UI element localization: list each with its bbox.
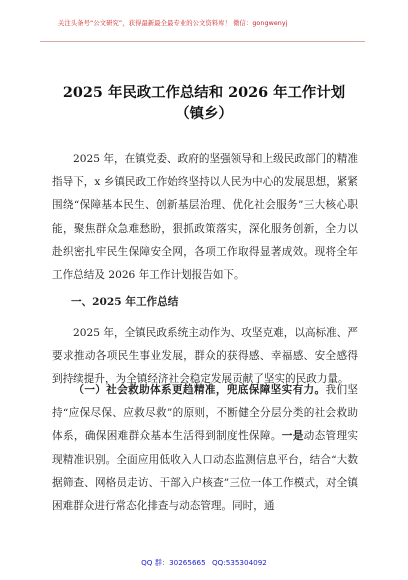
- item1-text-b: 动态管理实现精准识别。全面应用低收入人口动态监测信息平台，结合“大数据筛查、网格员走访、干部入户核查”三位一体工作模式，对全镇困难群众进行常态化排查与动态管理。同时，通: [52, 430, 359, 513]
- item1-keyword: 一是: [281, 430, 304, 443]
- header-divider: [40, 41, 365, 42]
- header-promo-note: 关注头条号“公文研究”，获得最新最全最专业的公文资料库！ 微信：gongwenyj: [58, 20, 288, 27]
- intro-text: 2025 年，在镇党委、政府的坚强领导和上级民政部门的精准指导下，x 乡镇民政工作始终坚持以人民为中心的发展思想，紧紧围绕“保障基本民生、创新基层治理、优化社会服务”三大核心职能，聚焦群众急难愁盼，狠抓政策落实，深化服务创新，全力以赴织密扎牢民生保障安全网，各项工作取得显著成效。现将全年工作总结及 2026 年工作计划报告如下。: [52, 153, 358, 282]
- section1-text: 2025 年，全镇民政系统主动作为、攻坚克难，以高标准、严要求推动各项民生事业发展，群众的获得感、幸福感、安全感得到持续提升，为全镇经济社会稳定发展贡献了坚实的民政力量。: [52, 327, 358, 386]
- item1-text-a: 我们坚持“应保尽保、应救尽救”的原则，不断健全分层分类的社会救助体系，确保困难群众基本生活得到制度性保障。: [52, 384, 359, 443]
- section-heading-1: 一、2025 年工作总结: [71, 296, 179, 308]
- item1-paragraph: [52, 379, 358, 518]
- item1-lead: （一）社会救助体系更趋精准，兜底保障坚实有力。: [73, 384, 326, 396]
- document-title: [40, 82, 368, 124]
- intro-paragraph: [52, 148, 358, 287]
- footer-contact: [0, 558, 408, 568]
- title-line-2: （镇乡）: [175, 105, 233, 122]
- title-line-1: 2025 年民政工作总结和 2026 年工作计划: [62, 84, 346, 101]
- footer-qq-group: QQ 群：30265665: [141, 558, 206, 567]
- footer-qq-number: QQ:535304092: [211, 558, 267, 567]
